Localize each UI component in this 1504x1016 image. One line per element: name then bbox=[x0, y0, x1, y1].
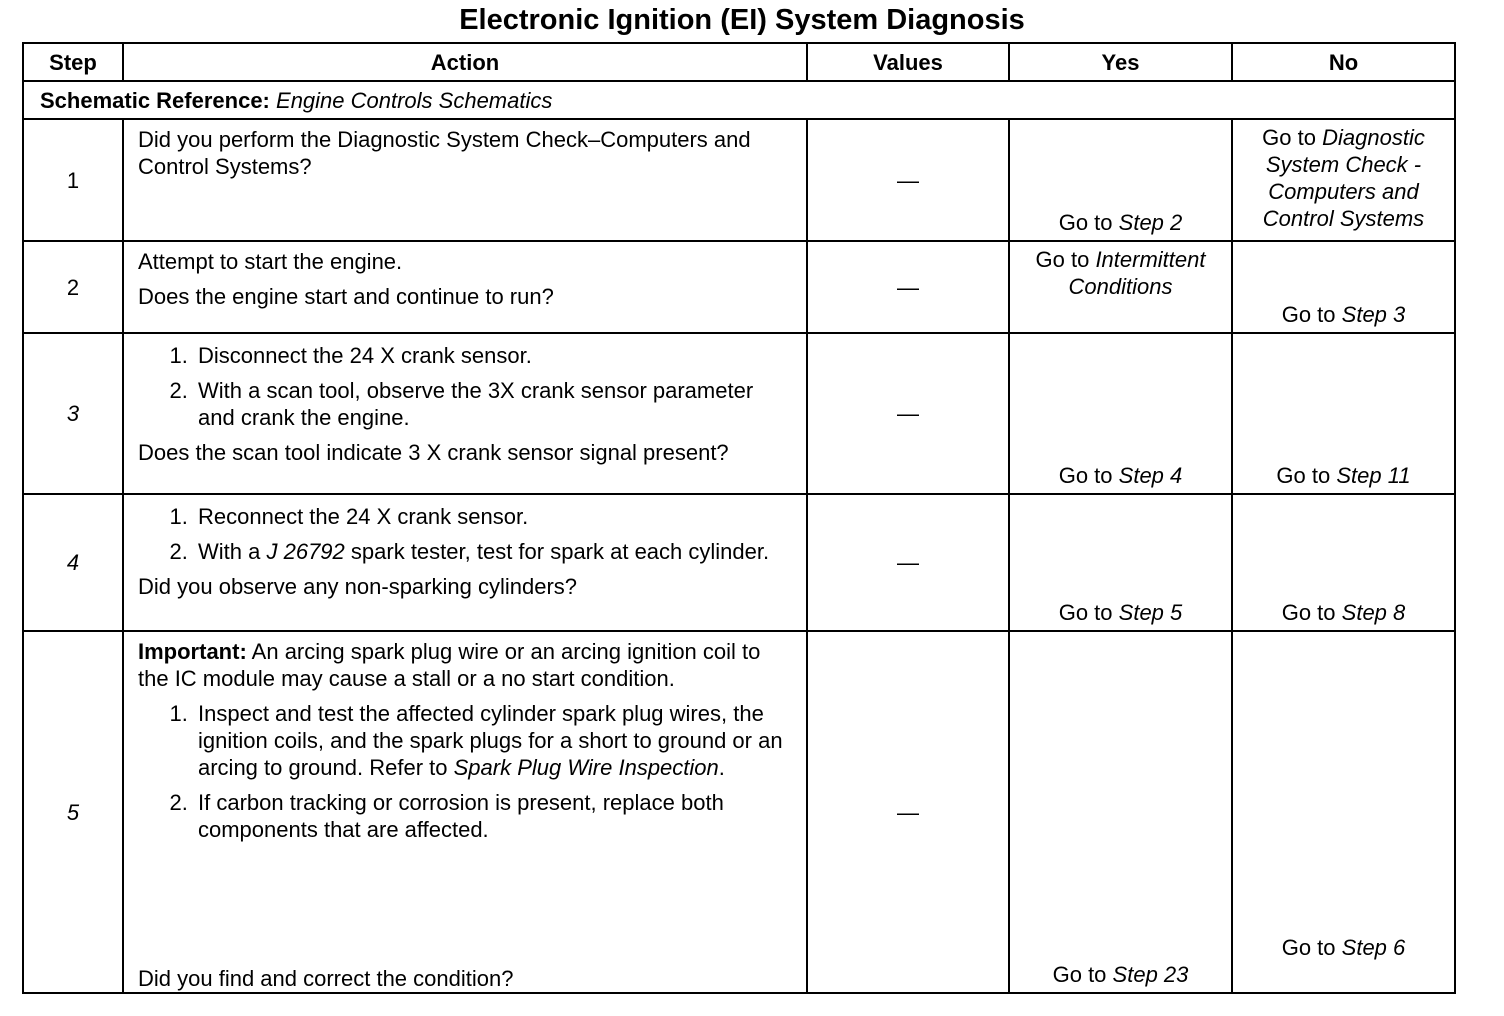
header-row bbox=[23, 43, 1455, 81]
action-question: Does the scan tool indicate 3 X crank sensor signal present? bbox=[138, 440, 729, 465]
action-steps bbox=[138, 342, 792, 431]
no-cell bbox=[1232, 631, 1455, 993]
no-link[interactable] bbox=[1233, 599, 1454, 626]
list-item: 1. Disconnect the 24 X crank sensor. bbox=[194, 342, 792, 369]
step-number: 4 bbox=[23, 494, 123, 631]
action-question: Did you observe any non-sparking cylinders? bbox=[138, 574, 578, 599]
yes-target: Step 2 bbox=[1118, 210, 1183, 235]
values-cell: — bbox=[807, 631, 1009, 993]
no-target: Step 3 bbox=[1341, 302, 1406, 327]
step-number: 5 bbox=[23, 631, 123, 993]
no-target: Diagnostic System Check - Computers and Control Systems bbox=[1262, 125, 1425, 231]
no-link[interactable] bbox=[1233, 934, 1454, 961]
no-link[interactable] bbox=[1233, 462, 1454, 489]
go-to-label: Go to bbox=[1058, 463, 1113, 488]
go-to-label: Go to bbox=[1052, 962, 1107, 987]
values-cell: — bbox=[807, 119, 1009, 241]
yes-link[interactable] bbox=[1010, 242, 1231, 300]
step-number: 1 bbox=[23, 119, 123, 241]
table-row bbox=[23, 119, 1455, 241]
header-yes: Yes bbox=[1009, 43, 1232, 81]
yes-link[interactable] bbox=[1010, 599, 1231, 626]
step-number: 2 bbox=[23, 241, 123, 333]
values-cell: — bbox=[807, 241, 1009, 333]
list-item: 2. With a scan tool, observe the 3X crank sensor parameter and crank the engine. bbox=[194, 377, 792, 431]
important-note bbox=[138, 638, 792, 692]
no-cell bbox=[1232, 119, 1455, 241]
action-question: Did you find and correct the condition? bbox=[138, 966, 514, 991]
go-to-label: Go to bbox=[1281, 600, 1336, 625]
header-step: Step bbox=[23, 43, 123, 81]
no-target: Step 6 bbox=[1341, 935, 1406, 960]
item-text: . bbox=[718, 755, 725, 780]
diagnosis-table bbox=[22, 42, 1456, 994]
item-text: spark tester, test for spark at each cylinder. bbox=[350, 539, 770, 564]
go-to-label: Go to bbox=[1276, 463, 1331, 488]
action-text: Did you perform the Diagnostic System Check–Computers and Control Systems? bbox=[138, 127, 751, 179]
action-cell bbox=[123, 333, 807, 494]
yes-target: Intermittent Conditions bbox=[1068, 247, 1206, 299]
list-item bbox=[194, 538, 792, 565]
yes-target: Step 23 bbox=[1112, 962, 1189, 987]
step-number: 3 bbox=[23, 333, 123, 494]
go-to-label: Go to bbox=[1281, 935, 1336, 960]
header-values: Values bbox=[807, 43, 1009, 81]
action-cell bbox=[123, 631, 807, 993]
header-no: No bbox=[1232, 43, 1455, 81]
action-cell bbox=[123, 119, 807, 241]
item-text: With a bbox=[198, 539, 261, 564]
schematic-reference bbox=[23, 81, 1455, 119]
action-question: Does the engine start and continue to run? bbox=[138, 284, 554, 309]
action-cell bbox=[123, 494, 807, 631]
go-to-label: Go to bbox=[1058, 600, 1113, 625]
action-steps bbox=[138, 700, 792, 843]
no-link[interactable] bbox=[1233, 301, 1454, 328]
go-to-label: Go to bbox=[1035, 247, 1090, 272]
reference-label: Schematic Reference: bbox=[40, 87, 270, 113]
header-action: Action bbox=[123, 43, 807, 81]
action-text: Attempt to start the engine. bbox=[138, 249, 403, 274]
table-row bbox=[23, 333, 1455, 494]
yes-cell bbox=[1009, 119, 1232, 241]
important-label: Important: bbox=[138, 639, 247, 664]
list-item: 2. If carbon tracking or corrosion is present, replace both components that are affected. bbox=[194, 789, 792, 843]
list-item: 1. Reconnect the 24 X crank sensor. bbox=[194, 503, 792, 530]
no-link[interactable] bbox=[1233, 120, 1454, 232]
no-target: Step 11 bbox=[1336, 463, 1411, 488]
values-cell: — bbox=[807, 333, 1009, 494]
no-cell bbox=[1232, 333, 1455, 494]
action-cell bbox=[123, 241, 807, 333]
table-row bbox=[23, 241, 1455, 333]
table-row bbox=[23, 494, 1455, 631]
yes-link[interactable] bbox=[1010, 209, 1231, 236]
no-cell bbox=[1232, 494, 1455, 631]
yes-cell bbox=[1009, 494, 1232, 631]
yes-cell bbox=[1009, 241, 1232, 333]
no-cell bbox=[1232, 241, 1455, 333]
inspection-reference[interactable]: Spark Plug Wire Inspection bbox=[453, 755, 719, 780]
go-to-label: Go to bbox=[1281, 302, 1336, 327]
page-title: Electronic Ignition (EI) System Diagnosis bbox=[459, 4, 1025, 36]
go-to-label: Go to bbox=[1058, 210, 1113, 235]
yes-link[interactable] bbox=[1010, 462, 1231, 489]
go-to-label: Go to bbox=[1262, 125, 1316, 150]
yes-target: Step 4 bbox=[1118, 463, 1183, 488]
list-item bbox=[194, 700, 792, 781]
values-cell: — bbox=[807, 494, 1009, 631]
yes-cell bbox=[1009, 631, 1232, 993]
tool-reference: J 26792 bbox=[266, 539, 345, 564]
item-text: Inspect and test the affected cylinder spark plug wires, the ignition coils, and the spark plugs for a short to ground or an arcing to ground. Refer to bbox=[198, 701, 783, 780]
yes-cell bbox=[1009, 333, 1232, 494]
reference-row bbox=[23, 81, 1455, 119]
important-text: An arcing spark plug wire or an arcing ignition coil to the IC module may cause a stall or a no start condition. bbox=[138, 639, 761, 691]
no-target: Step 8 bbox=[1341, 600, 1406, 625]
yes-link[interactable] bbox=[1010, 961, 1231, 988]
yes-target: Step 5 bbox=[1118, 600, 1183, 625]
reference-link[interactable]: Engine Controls Schematics bbox=[276, 87, 553, 113]
action-steps bbox=[138, 503, 792, 565]
table-row bbox=[23, 631, 1455, 993]
